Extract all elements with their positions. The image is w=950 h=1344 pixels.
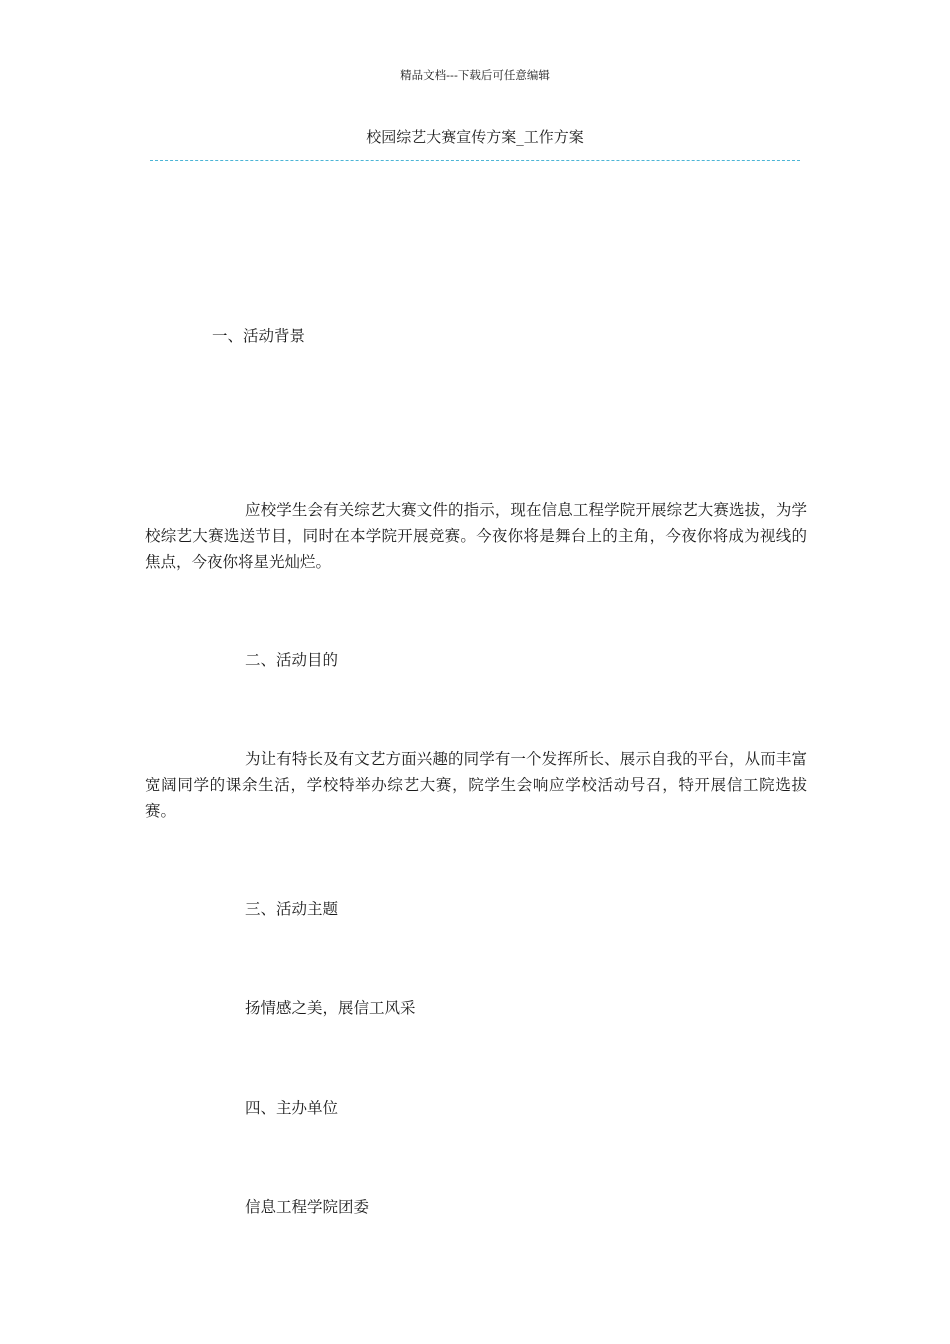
paragraph-background: 应校学生会有关综艺大赛文件的指示，现在信息工程学院开展综艺大赛选拔，为学校综艺大赛选送节目，同时在本学院开展竞赛。今夜你将是舞台上的主角，今夜你将成为视线的焦点，今夜你将星光灿烂。 (145, 501, 807, 571)
theme-text: 扬情感之美，展信工风采 (245, 999, 416, 1017)
paragraph-purpose: 为让有特长及有文艺方面兴趣的同学有一个发挥所长、展示自我的平台，从而丰富宽阔同学的课余生活，学校特举办综艺大赛，院学生会响应学校活动号召，特开展信工院选拔赛。 (145, 750, 807, 820)
header-note: 精品文档---下载后可任意编辑 (400, 68, 550, 82)
dashed-divider (150, 160, 800, 161)
page-title: 校园综艺大赛宣传方案_工作方案 (366, 128, 584, 146)
section-heading-background: 一、活动背景 (212, 327, 306, 345)
section-heading-organizer: 四、主办单位 (245, 1099, 339, 1117)
organizer-text: 信息工程学院团委 (245, 1198, 370, 1216)
section-heading-purpose: 二、活动目的 (245, 651, 339, 669)
section-heading-theme: 三、活动主题 (245, 900, 339, 918)
